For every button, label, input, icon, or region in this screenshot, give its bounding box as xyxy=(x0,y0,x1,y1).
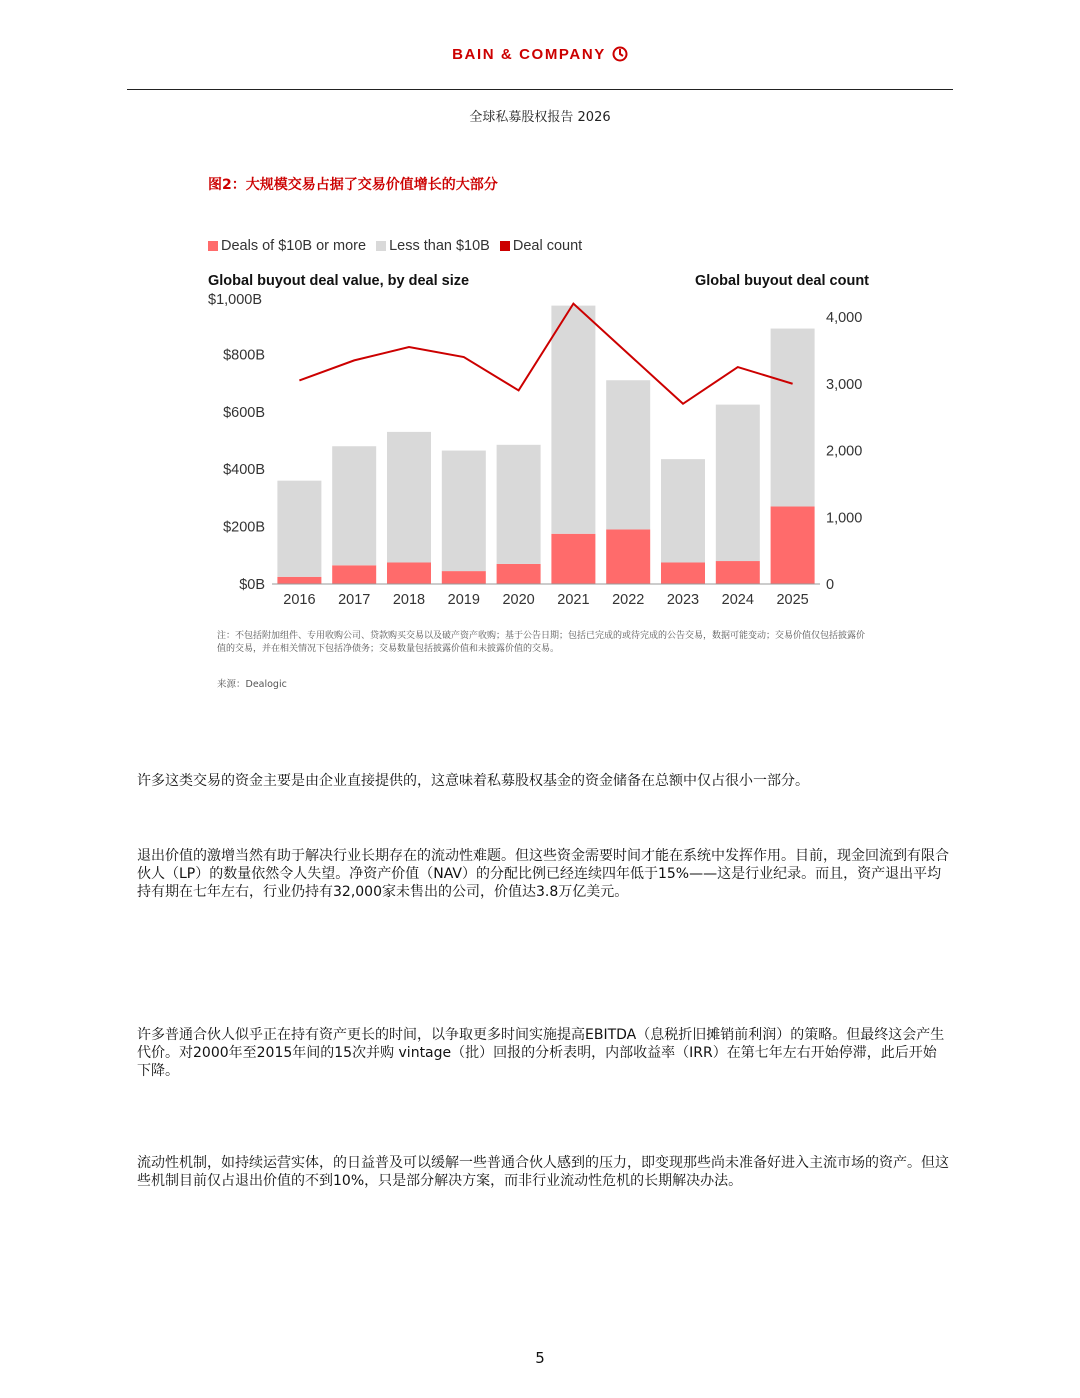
paragraph-2: 退出价值的激增当然有助于解决行业长期存在的流动性难题。但这些资金需要时间才能在系统中发挥作用。目前，现金回流到有限合伙人（LP）的数量依然令人失望。净资产价值（NAV）的分配比例已经连续四年低于15%——这是行业纪录。而且，资产退出平均持有期在七年左右，行业仍持有32,000家未售出的公司，价值达3.8万亿美元。 xyxy=(137,848,949,900)
paragraph-3: 许多普通合伙人似乎正在持有资产更长的时间，以争取更多时间实施提高EBITDA（息税折旧摊销前利润）的策略。但最终这会产生代价。对2000年至2015年间的15次并购 vintage（批）回报的分析表明，内部收益率（IRR）在第七年左右开始停滞，此后开始下降。 xyxy=(137,1027,945,1079)
bar-large-deals xyxy=(551,534,595,584)
legend-item-deal-count xyxy=(500,238,582,254)
x-tick-label: 2022 xyxy=(612,592,645,608)
right-tick-label: 0 xyxy=(826,577,835,593)
bar-small-deals xyxy=(661,459,705,562)
bar-small-deals xyxy=(387,432,431,563)
bar-small-deals xyxy=(332,446,376,565)
bar-small-deals xyxy=(551,306,595,534)
bar-small-deals xyxy=(716,405,760,561)
x-tick-label: 2016 xyxy=(283,592,316,608)
bain-logo-icon xyxy=(612,46,628,62)
x-tick-label: 2020 xyxy=(502,592,535,608)
x-tick-label: 2018 xyxy=(392,592,426,608)
paragraph-4: 流动性机制，如持续运营实体，的日益普及可以缓解一些普通合伙人感到的压力，即变现那些尚未准备好进入主流市场的资产。但这些机制目前仅占退出价值的不到10%，只是部分解决方案，而非行业流动性危机的长期解决办法。 xyxy=(137,1155,949,1189)
bar-small-deals xyxy=(442,451,486,572)
brand-logo xyxy=(0,46,1080,63)
bar-large-deals xyxy=(661,562,705,584)
x-tick-label: 2023 xyxy=(666,592,700,608)
legend-swatch xyxy=(208,241,218,251)
header-divider xyxy=(127,89,953,90)
bar-small-deals xyxy=(771,329,815,507)
left-tick-label: $600B xyxy=(223,404,265,421)
bar-large-deals xyxy=(771,507,815,584)
bar-large-deals xyxy=(332,565,376,584)
left-axis-title: Global buyout deal value, by deal size xyxy=(208,273,470,289)
bar-large-deals xyxy=(606,529,650,584)
legend-item-large-deals xyxy=(208,238,366,254)
buyout-chart xyxy=(200,262,880,612)
right-axis-title: Global buyout deal count xyxy=(695,273,869,289)
page-number: 5 xyxy=(535,1349,545,1367)
bar-small-deals xyxy=(606,380,650,529)
legend-item-small-deals xyxy=(376,238,490,254)
legend-swatch xyxy=(500,241,510,251)
report-title: 全球私募股权报告 2026 xyxy=(469,110,611,125)
deal-count-line xyxy=(299,304,792,404)
x-tick-label: 2025 xyxy=(776,592,809,608)
bar-large-deals xyxy=(716,561,760,584)
right-tick-label: 4,000 xyxy=(826,310,863,326)
legend-label: Less than $10B xyxy=(389,238,490,254)
bar-large-deals xyxy=(277,577,321,584)
left-tick-label: $200B xyxy=(223,519,265,536)
left-tick-label: $1,000B xyxy=(208,292,263,308)
left-tick-label: $0B xyxy=(239,577,265,593)
bar-small-deals xyxy=(277,481,321,577)
left-tick-label: $800B xyxy=(223,347,265,364)
x-tick-label: 2024 xyxy=(721,592,754,608)
legend-label: Deals of $10B or more xyxy=(221,238,367,254)
legend-label: Deal count xyxy=(512,238,583,254)
right-tick-label: 1,000 xyxy=(826,510,863,527)
brand-name: BAIN & COMPANY xyxy=(452,46,606,63)
x-tick-label: 2021 xyxy=(557,592,590,608)
figure-source: 来源：Dealogic xyxy=(217,679,287,690)
legend-swatch xyxy=(376,241,386,251)
bar-large-deals xyxy=(442,571,486,584)
x-tick-label: 2017 xyxy=(338,592,371,608)
right-tick-label: 2,000 xyxy=(826,443,863,460)
x-tick-label: 2019 xyxy=(447,592,480,608)
paragraph-1: 许多这类交易的资金主要是由企业直接提供的，这意味着私募股权基金的资金储备在总额中仅占很小一部分。 xyxy=(137,773,809,789)
bar-large-deals xyxy=(387,562,431,584)
chart-legend xyxy=(208,238,592,254)
bar-large-deals xyxy=(497,564,541,584)
right-tick-label: 3,000 xyxy=(826,376,863,393)
left-tick-label: $400B xyxy=(223,462,265,479)
bar-small-deals xyxy=(497,445,541,564)
figure-note: 注：不包括附加组件、专用收购公司、贷款购买交易以及破产资产收购；基于公告日期；包括已完成的或待完成的公告交易，数据可能变动；交易价值仅包括披露价值的交易，并在相关情况下包括净债务；交易数量包括披露价值和未披露价值的交易。 xyxy=(217,631,866,654)
figure-title: 图2：大规模交易占据了交易价值增长的大部分 xyxy=(208,177,498,193)
